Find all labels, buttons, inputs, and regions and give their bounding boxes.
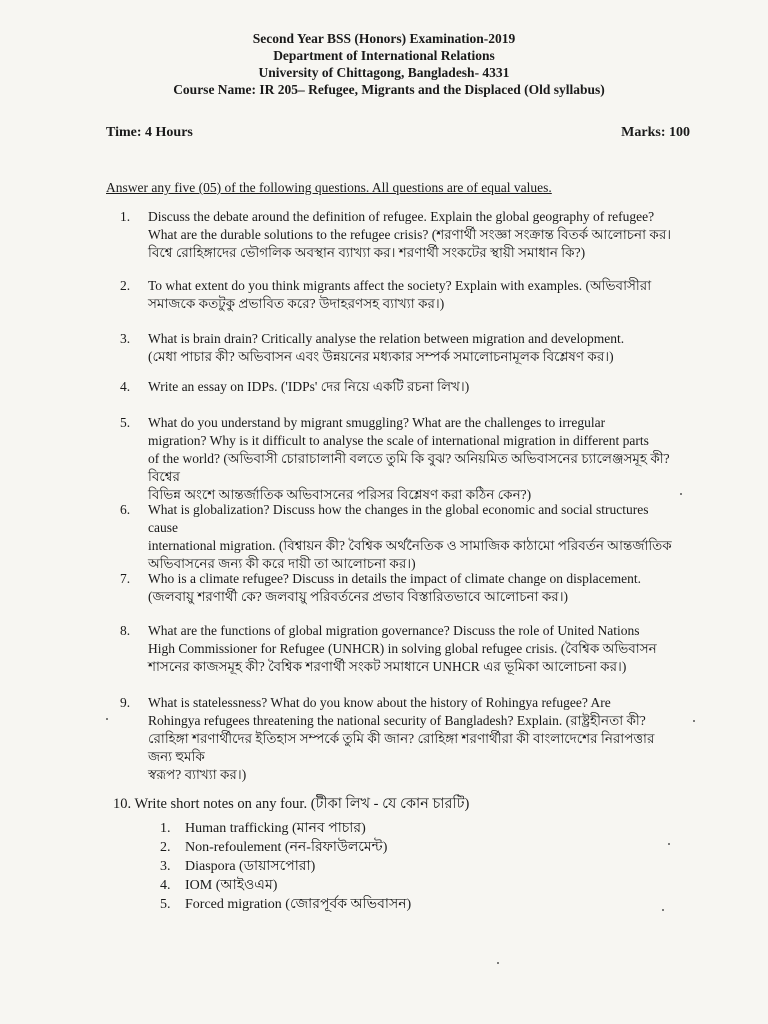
exam-header [0, 30, 768, 98]
question-text [148, 277, 680, 313]
university-name: University of Chittagong, Bangladesh- 4331 [258, 65, 510, 80]
item-number: 2. [160, 840, 171, 855]
list-item [113, 895, 673, 914]
question-9 [120, 694, 680, 784]
item-text: Human trafficking (মানব পাচার) [185, 821, 366, 836]
scan-speck [497, 962, 499, 964]
question-number: 4. [120, 379, 131, 394]
question-line: স্বরূপ? ব্যাখ্যা কর।) [148, 767, 247, 782]
question-number: 6. [120, 502, 131, 517]
exam-title: Second Year BSS (Honors) Examination-2019 [252, 31, 516, 46]
question-10 [113, 793, 673, 914]
question-line: What do you understand by migrant smuggling? What are the challenges to irregular [148, 415, 606, 430]
question-line: রোহিঙ্গা শরণার্থীদের ইতিহাস সম্পর্কে তুমি কী জান? রোহিঙ্গা শরণার্থীরা কী বাংলাদেশের নিরাপত্তার জন্য হুমকি [148, 731, 655, 764]
question-line: (জলবায়ু শরণার্থী কে? জলবায়ু পরিবর্তনের প্রভাব বিস্তারিতভাবে আলোচনা কর।) [148, 589, 569, 604]
question-text [148, 378, 680, 396]
question-line: অভিবাসনের জন্য কী করে দায়ী তা আলোচনা কর।) [148, 556, 416, 571]
question-line: High Commissioner for Refugee (UNHCR) in solving global refugee crisis. (বৈশ্বিক অভিবাসন [148, 641, 657, 656]
question-2 [120, 277, 680, 313]
question-6 [120, 501, 680, 573]
instructions: Answer any five (05) of the following questions. All questions are of equal values. [106, 180, 552, 195]
list-item [113, 857, 673, 876]
list-item [113, 876, 673, 895]
question-text [148, 622, 680, 676]
question-line: বিশ্বে রোহিঙ্গাদের ভৌগলিক অবস্থান ব্যাখ্যা কর। শরণার্থী সংকটের স্থায়ী সমাধান কি?) [148, 245, 586, 260]
item-text: Forced migration (জোরপূর্বক অভিবাসন) [185, 897, 412, 912]
question-number: 3. [120, 331, 131, 346]
item-number: 4. [160, 878, 171, 893]
item-number: 1. [160, 821, 171, 836]
question-1 [120, 208, 680, 262]
question-line: Who is a climate refugee? Discuss in details the impact of climate change on displacement. [148, 571, 641, 586]
item-number: 3. [160, 859, 171, 874]
question-7 [120, 570, 680, 606]
question-text [148, 414, 680, 504]
question-line: Discuss the debate around the definition of refugee. Explain the global geography of refugee? [148, 209, 655, 224]
question-text [148, 330, 680, 366]
question-line: migration? Why is it difficult to analyse the scale of international migration in different parts [148, 433, 649, 448]
question-number: 7. [120, 571, 131, 586]
question-10-title: 10. Write short notes on any four. (টীকা লিখ - যে কোন চারটি) [113, 796, 470, 812]
question-number: 9. [120, 695, 131, 710]
question-number: 5. [120, 415, 131, 430]
question-line: Write an essay on IDPs. ('IDPs' দের নিয়ে একটি রচনা লিখ।) [148, 379, 470, 394]
marks-label: Marks: 100 [621, 125, 690, 140]
question-line: To what extent do you think migrants affect the society? Explain with examples. (অভিবাসীরা [148, 278, 652, 293]
question-line: What is globalization? Discuss how the changes in the global economic and social structures cause [148, 502, 649, 535]
question-5 [120, 414, 680, 504]
question-8 [120, 622, 680, 676]
question-line: সমাজকে কতটুকু প্রভাবিত করে? উদাহরণসহ ব্যাখ্যা কর।) [148, 296, 445, 311]
question-line: international migration. (বিশ্বায়ন কী? বৈশ্বিক অর্থনৈতিক ও সামাজিক কাঠামো পরিবর্তন আন্তর্জাতিক [148, 538, 672, 553]
item-number: 5. [160, 897, 171, 912]
item-text: Diaspora (ডায়াসপোরা) [185, 859, 316, 874]
question-line: বিভিন্ন অংশে আন্তর্জাতিক অভিবাসনের পরিসর বিশ্লেষণ করা কঠিন কেন?) [148, 487, 532, 502]
item-text: Non-refoulement (নন-রিফাউলমেন্ট) [185, 840, 388, 855]
department-name: Department of International Relations [273, 48, 495, 63]
course-name: Course Name: IR 205– Refugee, Migrants and the Displaced (Old syllabus) [173, 82, 605, 97]
question-line: শাসনের কাজসমূহ কী? বৈশ্বিক শরণার্থী সংকট সমাধানে UNHCR এর ভূমিকা আলোচনা কর।) [148, 659, 627, 674]
scan-speck [662, 909, 664, 911]
question-text [148, 208, 680, 262]
list-item [113, 819, 673, 838]
item-text: IOM (আইওএম) [185, 878, 278, 893]
scan-speck [693, 720, 695, 722]
question-number: 2. [120, 278, 131, 293]
question-line: What are the durable solutions to the refugee crisis? (শরণার্থী সংজ্ঞা সংক্রান্ত বিতর্ক আলোচনা কর। [148, 227, 672, 242]
short-notes-list [113, 819, 673, 914]
question-4 [120, 378, 680, 396]
question-number: 8. [120, 623, 131, 638]
question-line: Rohingya refugees threatening the national security of Bangladesh? Explain. (রাষ্ট্রহীনতা কী? [148, 713, 646, 728]
list-item [113, 838, 673, 857]
question-line: of the world? (অভিবাসী চোরাচালানী বলতে তুমি কি বুঝ? অনিয়মিত অভিবাসনের চ্যালেঞ্জসমূহ কী? বিশ্বের [148, 451, 670, 484]
question-line: What is brain drain? Critically analyse the relation between migration and development. [148, 331, 625, 346]
question-text [148, 501, 680, 573]
question-text [148, 694, 680, 784]
question-3 [120, 330, 680, 366]
exam-meta [106, 125, 690, 141]
question-number: 1. [120, 209, 131, 224]
question-line: (মেধা পাচার কী? অভিবাসন এবং উন্নয়নের মধ্যকার সম্পর্ক সমালোচনামূলক বিশ্লেষণ কর।) [148, 349, 614, 364]
question-line: What is statelessness? What do you know about the history of Rohingya refugee? Are [148, 695, 611, 710]
scan-speck [106, 718, 108, 720]
question-line: What are the functions of global migration governance? Discuss the role of United Nations [148, 623, 640, 638]
scan-speck [668, 843, 670, 845]
time-label: Time: 4 Hours [106, 125, 193, 140]
scan-speck [680, 493, 682, 495]
question-text [148, 570, 680, 606]
